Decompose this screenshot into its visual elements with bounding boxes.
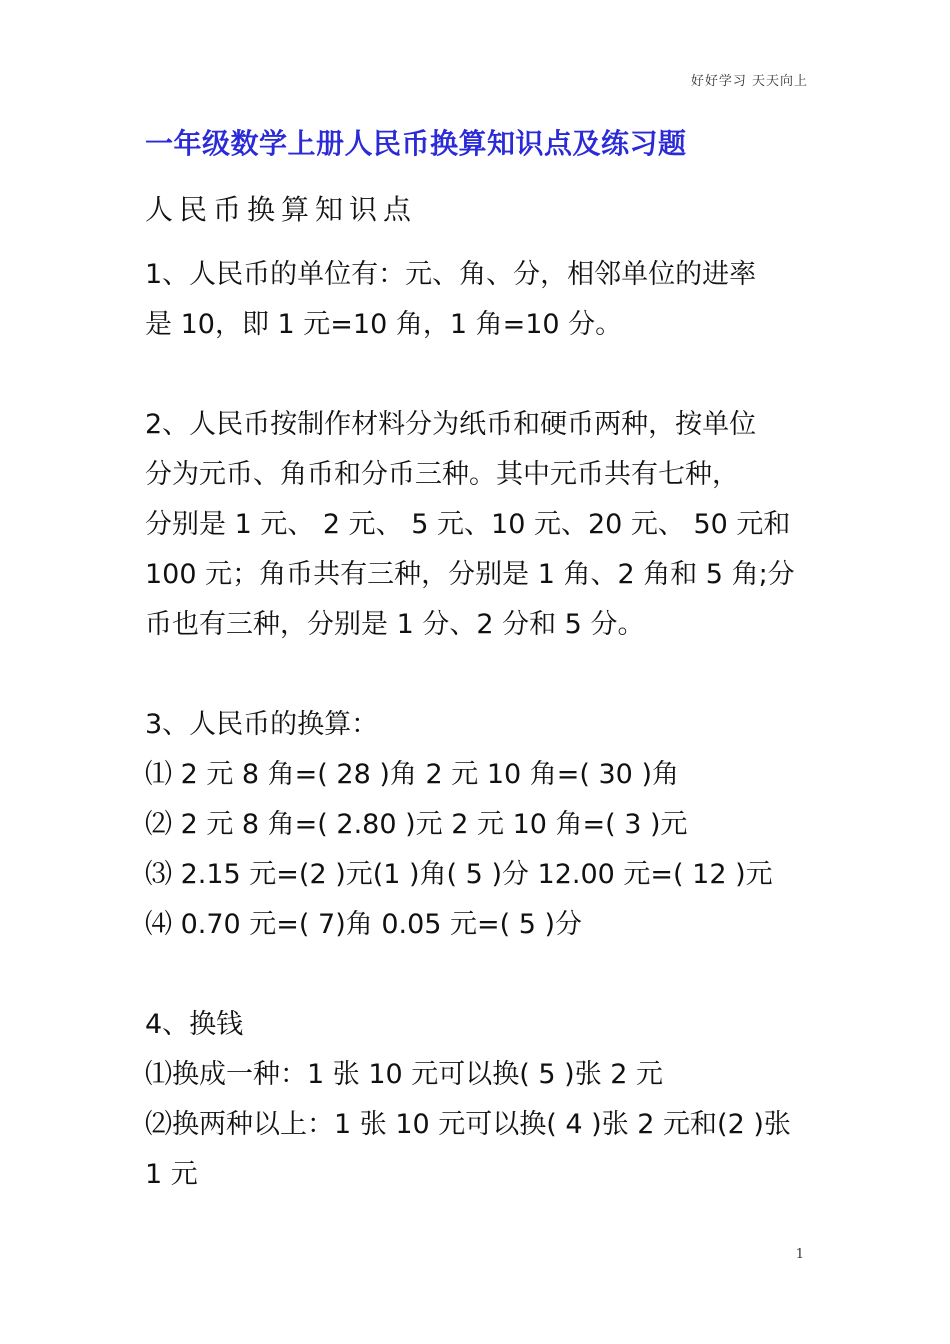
document-body: [145, 250, 810, 1200]
paragraph-spacer: [145, 950, 810, 1000]
paragraph-spacer: [145, 650, 810, 700]
text-line: 币也有三种，分别是 1 分、2 分和 5 分。: [145, 609, 645, 640]
text-line: 1、人民币的单位有：元、角、分，相邻单位的进率: [145, 259, 757, 290]
exercise-item: ⑵换两种以上：1 张 10 元可以换( 4 )张 2 元和(2 )张: [145, 1109, 791, 1140]
text-line: 100 元；角币共有三种，分别是 1 角、2 角和 5 角;分: [145, 559, 795, 590]
exercise-item: ⑷ 0.70 元=( 7)角 0.05 元=( 5 )分: [145, 909, 583, 940]
paragraph-heading: 4、换钱: [145, 1009, 244, 1040]
text-line: 分为元币、角币和分币三种。其中元币共有七种，: [145, 459, 739, 490]
paragraph-3: [145, 700, 810, 950]
exercise-item: 1 元: [145, 1159, 198, 1190]
exercise-item: ⑶ 2.15 元=(2 )元(1 )角( 5 )分 12.00 元=( 12 )元: [145, 859, 773, 890]
document-title: 一年级数学上册人民币换算知识点及练习题: [145, 127, 687, 160]
text-line: 2、人民币按制作材料分为纸币和硬币两种，按单位: [145, 409, 757, 440]
exercise-item: ⑵ 2 元 8 角=( 2.80 )元 2 元 10 角=( 3 )元: [145, 809, 688, 840]
text-line: 是 10，即 1 元=10 角，1 角=10 分。: [145, 309, 623, 340]
paragraph-heading: 3、人民币的换算：: [145, 709, 379, 740]
section-heading: 人民币换算知识点: [145, 193, 418, 226]
paragraph-2: [145, 400, 810, 650]
paragraph-1: [145, 250, 810, 350]
paragraph-4: [145, 1000, 810, 1200]
exercise-item: ⑴换成一种：1 张 10 元可以换( 5 )张 2 元: [145, 1059, 664, 1090]
page-number: 1: [795, 1247, 804, 1262]
header-note: 好好学习 天天向上: [690, 74, 808, 89]
exercise-item: ⑴ 2 元 8 角=( 28 )角 2 元 10 角=( 30 )角: [145, 759, 679, 790]
text-line: 分别是 1 元、 2 元、 5 元、10 元、20 元、 50 元和: [145, 509, 791, 540]
paragraph-spacer: [145, 350, 810, 400]
